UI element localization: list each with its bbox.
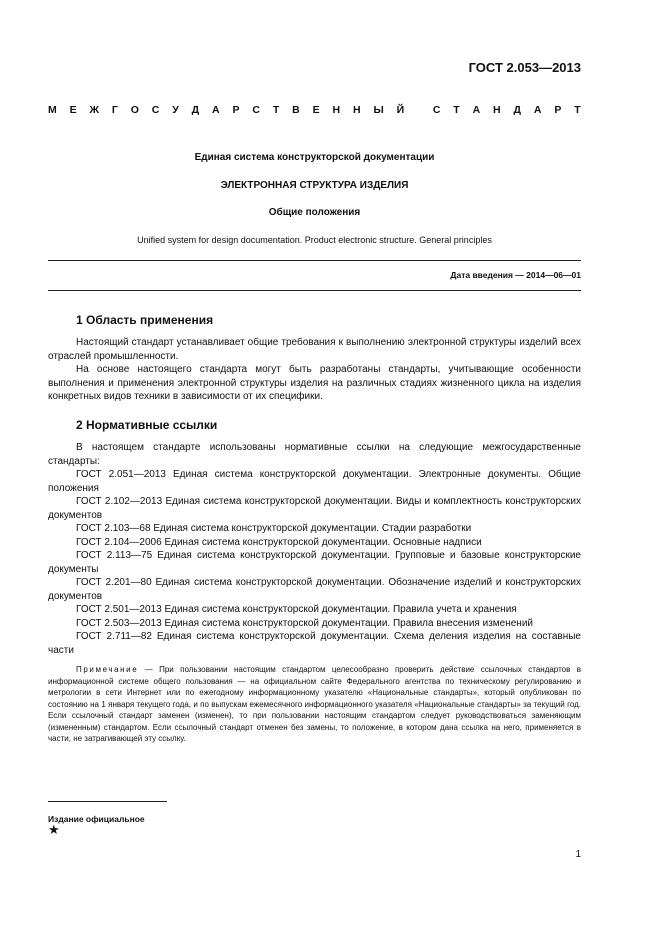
heading-letter: Т [453,104,460,116]
reference-item: ГОСТ 2.051—2013 Единая система конструкторской документации. Электронные документы. Общие положения [48,469,581,494]
heading-letter: Р [232,104,240,116]
reference-item: ГОСТ 2.103—68 Единая система конструкторской документации. Стадии разработки [76,523,472,534]
heading-letter: В [292,104,300,116]
heading-letter [417,104,420,116]
star-icon: ★ [48,822,60,837]
reference-item: ГОСТ 2.104—2006 Единая система конструкторской документации. Основные надписи [76,536,482,548]
heading-letter: А [533,104,542,116]
heading-letter: Н [332,104,341,116]
paragraph: В настоящем стандарте использованы нормативные ссылки на следующие межгосударственные стандарты: [48,442,581,467]
standard-type-heading [48,104,581,116]
section-2-body [48,441,581,657]
heading-letter: Д [191,104,200,116]
heading-letter: Ы [373,104,384,116]
heading-letter: С [252,104,260,116]
heading-letter: Е [69,104,77,116]
note-label: Примечание [76,665,139,674]
heading-letter: Е [312,104,320,116]
section-2-heading: 2 Нормативные ссылки [76,418,218,432]
heading-letter: Т [272,104,280,116]
reference-item: ГОСТ 2.102—2013 Единая система конструкторской документации. Виды и комплектность конструкторских документов [48,496,581,521]
heading-letter: Т [574,104,581,116]
heading-letter: Р [554,104,562,116]
reference-item: ГОСТ 2.711—82 Единая система конструкторской документации. Схема деления изделия на составные части [48,631,581,656]
footer-divider [48,801,167,802]
heading-letter: А [212,104,220,116]
heading-letter: О [130,104,139,116]
page-number: 1 [575,849,581,860]
heading-letter: С [151,104,160,116]
paragraph: На основе настоящего стандарта могут быть разработаны стандарты, учитывающие особенности выполнения и применения электронной структуры изделия на различных стадиях жизненного цикла на изделия конкретных видов техники в зависимости от их специфики. [48,364,581,402]
heading-letter: Н [493,104,501,116]
system-title: Единая система конструкторской документации [194,152,435,163]
heading-letter: С [432,104,441,116]
reference-item: ГОСТ 2.503—2013 Единая система конструкторской документации. Правила внесения изменений [76,617,533,629]
header-divider-bottom [48,290,581,291]
document-code: ГОСТ 2.053—2013 [468,60,581,75]
heading-letter: А [472,104,481,116]
introduction-date: Дата введения — 2014—06—01 [450,270,581,280]
header-divider-top [48,260,581,261]
note-paragraph [48,664,581,745]
document-subtitle: Общие положения [268,207,361,218]
heading-letter: Н [352,104,361,116]
edition-label: Издание официальное [48,814,145,824]
reference-item: ГОСТ 2.113—75 Единая система конструкторской документации. Групповые и базовые конструкторские документы [48,550,581,575]
section-1-body [48,336,581,404]
heading-letter: Г [111,104,118,116]
heading-letter: Й [396,104,405,116]
note-block [48,664,581,745]
section-1-heading: 1 Область применения [76,313,214,327]
heading-letter: У [172,104,179,116]
heading-letter: Д [513,104,521,116]
english-title: Unified system for design documentation. Product electronic structure. General principles [137,235,492,245]
document-title: ЭЛЕКТРОННАЯ СТРУКТУРА ИЗДЕЛИЯ [220,180,409,191]
note-text: — При пользовании настоящим стандартом целесообразно проверить действие ссылочных стандартов в информационной системе общего пользования — на официальном сайте Федерального агентства по техническому регулированию и метрологии в сети Интернет или по ежегодному информационному указателю «Национальные стандарты», который опубликован по состоянию на 1 января текущего года, и по выпускам ежемесячного информационного указателя «Национальные стандарты» за текущий год. Если ссылочный стандарт заменен (изменен), то при пользовании настоящим стандартом следует руководствоваться заменяющим (измененным) стандартом. Если ссылочный стандарт отменен без замены, то положение, в котором дана ссылка на него, применяется в части, не затрагивающей эту ссылку. [48,665,581,743]
heading-letter: М [48,104,57,116]
heading-letter: Ж [89,104,100,116]
reference-item: ГОСТ 2.201—80 Единая система конструкторской документации. Обозначение изделий и конструкторских документов [48,577,581,602]
reference-item: ГОСТ 2.501—2013 Единая система конструкторской документации. Правила учета и хранения [76,604,517,615]
paragraph: Настоящий стандарт устанавливает общие требования к выполнению электронной структуры изделий всех отраслей промышленности. [48,337,581,362]
